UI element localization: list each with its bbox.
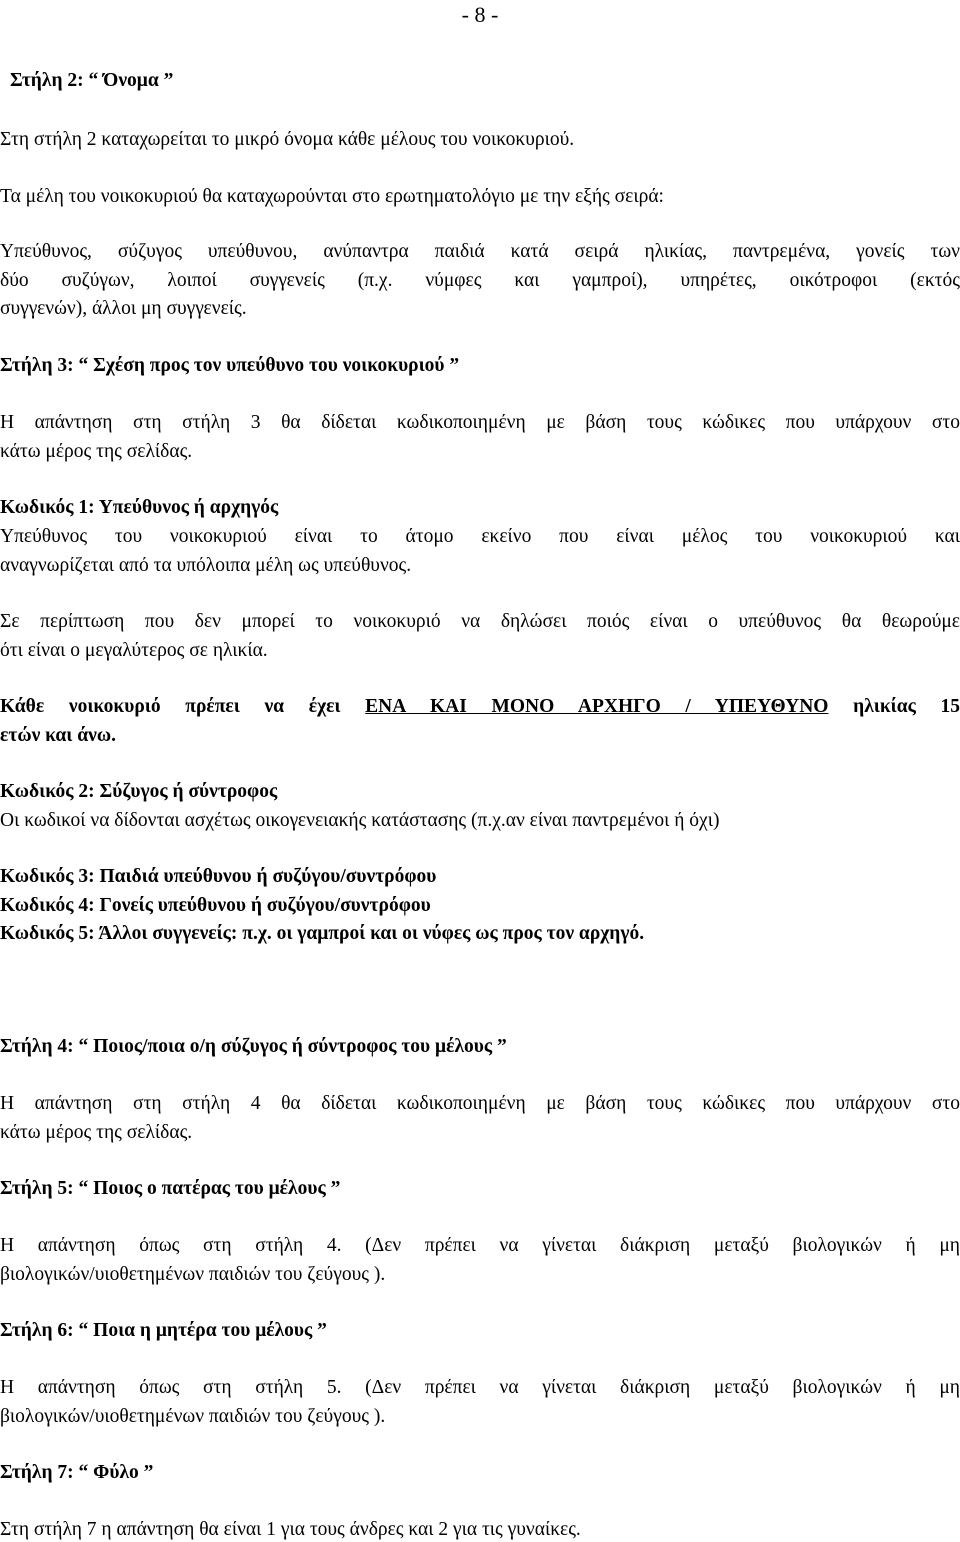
col6-heading: Στήλη 6: “ Ποια η μητέρα του μέλους ” xyxy=(0,1320,327,1341)
code-4-heading: Κωδικός 4: Γονείς υπεύθυνου ή συζύγου/συντρόφου xyxy=(0,895,431,916)
col4-heading: Στήλη 4: “ Ποιος/ποια ο/η σύζυγος ή σύντροφος του μέλους ” xyxy=(0,1036,507,1057)
col2-paragraph-3-line-2: δύο συζύγων, λοιποί συγγενείς (π.χ. νύμφες και γαμπροί), υπηρέτες, οικότροφοι (εκτός xyxy=(0,270,960,291)
code-1-heading: Κωδικός 1: Υπεύθυνος ή αρχηγός xyxy=(0,497,279,518)
code-1-text-line-1: Υπεύθυνος του νοικοκυριού είναι το άτομο εκείνο που είναι μέλος του νοικοκυριού και xyxy=(0,526,960,547)
col2-paragraph-1: Στη στήλη 2 καταχωρείται το μικρό όνομα κάθε μέλους του νοικοκυριού. xyxy=(0,129,575,150)
col5-heading: Στήλη 5: “ Ποιος ο πατέρας του μέλους ” xyxy=(0,1178,341,1199)
leader-rule-pre: Κάθε νοικοκυριό πρέπει να έχει xyxy=(0,696,366,717)
col2-heading: Στήλη 2: “ Όνομα ” xyxy=(10,70,174,91)
col7-heading: Στήλη 7: “ Φύλο ” xyxy=(0,1462,154,1483)
col2-paragraph-3-line-3: συγγενών), άλλοι μη συγγενείς. xyxy=(0,298,247,319)
leader-rule-line-1 xyxy=(0,696,960,718)
col5-text-line-2: βιολογικών/υιοθετημένων παιδιών του ζεύγους ). xyxy=(0,1264,386,1285)
leader-rule-post: ηλικίας 15 xyxy=(828,696,960,717)
col5-text-line-1: Η απάντηση όπως στη στήλη 4. (Δεν πρέπει να γίνεται διάκριση μεταξύ βιολογικών ή μη xyxy=(0,1235,960,1256)
col6-text-line-1: Η απάντηση όπως στη στήλη 5. (Δεν πρέπει να γίνεται διάκριση μεταξύ βιολογικών ή μη xyxy=(0,1377,960,1398)
col2-paragraph-2: Τα μέλη του νοικοκυριού θα καταχωρούνται στο ερωτηματολόγιο με την εξής σειρά: xyxy=(0,186,664,207)
col4-text-line-1: Η απάντηση στη στήλη 4 θα δίδεται κωδικοποιημένη με βάση τους κώδικες που υπάρχουν στο xyxy=(0,1093,960,1114)
code-3-heading: Κωδικός 3: Παιδιά υπεύθυνου ή συζύγου/συντρόφου xyxy=(0,866,437,887)
col2-paragraph-3-line-1: Υπεύθυνος, σύζυγος υπεύθυνου, ανύπαντρα παιδιά κατά σειρά ηλικίας, παντρεμένα, γονείς των xyxy=(0,241,960,262)
col3-paragraph-1-line-1: Η απάντηση στη στήλη 3 θα δίδεται κωδικοποιημένη με βάση τους κώδικες που υπάρχουν στο xyxy=(0,412,960,433)
code-2-heading: Κωδικός 2: Σύζυγος ή σύντροφος xyxy=(0,781,278,802)
col3-paragraph-1-line-2: κάτω μέρος της σελίδας. xyxy=(0,441,193,462)
col4-text-line-2: κάτω μέρος της σελίδας. xyxy=(0,1122,193,1143)
col6-text-line-2: βιολογικών/υιοθετημένων παιδιών του ζεύγους ). xyxy=(0,1406,386,1427)
code-2-text: Οι κωδικοί να δίδονται ασχέτως οικογενειακής κατάστασης (π.χ.αν είναι παντρεμένοι ή όχι) xyxy=(0,810,720,831)
page-number: - 8 - xyxy=(461,2,499,27)
leader-rule-emphasis: ΕΝΑ ΚΑΙ ΜΟΝΟ ΑΡΧΗΓΟ / ΥΠΕΥΘΥΝΟ xyxy=(365,696,829,717)
col3-paragraph-2-line-2: ότι είναι ο μεγαλύτερος σε ηλικία. xyxy=(0,640,268,661)
col3-heading: Στήλη 3: “ Σχέση προς τον υπεύθυνο του νοικοκυριού ” xyxy=(0,355,460,376)
col7-text: Στη στήλη 7 η απάντηση θα είναι 1 για τους άνδρες και 2 για τις γυναίκες. xyxy=(0,1519,581,1540)
col3-paragraph-2-line-1: Σε περίπτωση που δεν μπορεί το νοικοκυριό να δηλώσει ποιός είναι ο υπεύθυνος θα θεωρούμε xyxy=(0,611,960,632)
code-1-text-line-2: αναγνωρίζεται από τα υπόλοιπα μέλη ως υπεύθυνος. xyxy=(0,555,412,576)
leader-rule-line-2: ετών και άνω. xyxy=(0,725,116,746)
code-5-heading: Κωδικός 5: Άλλοι συγγενείς: π.χ. οι γαμπροί και οι νύφες ως προς τον αρχηγό. xyxy=(0,923,645,944)
